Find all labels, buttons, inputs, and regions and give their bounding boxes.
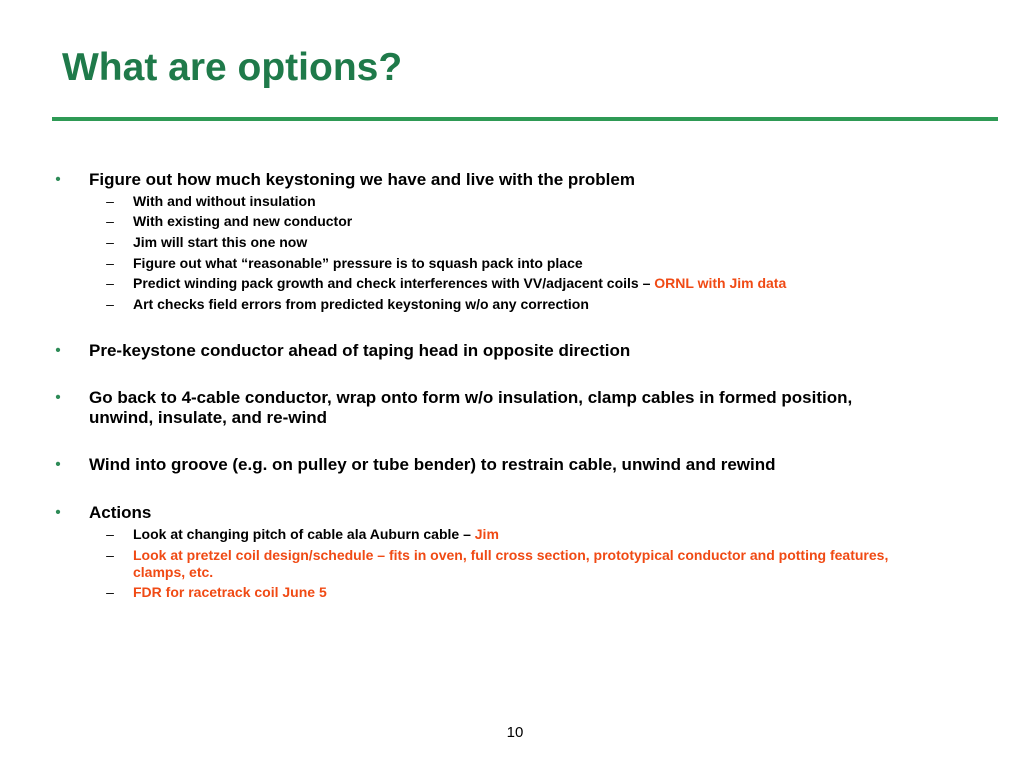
sub-bullet-item <box>106 255 933 272</box>
dash-marker: – <box>106 526 114 542</box>
bullet-text: Wind into groove (e.g. on pulley or tube bender) to restrain cable, unwind and rewind <box>89 455 776 474</box>
dash-marker: – <box>106 547 114 563</box>
bullet-marker: • <box>55 342 61 359</box>
bullet-marker: • <box>55 389 61 406</box>
bullet-text: Actions <box>89 503 152 522</box>
bullet-marker: • <box>55 171 61 188</box>
bullet-text: Pre-keystone conductor ahead of taping head in opposite direction <box>89 341 631 360</box>
sub-bullet-item <box>106 547 923 581</box>
highlight-text: FDR for racetrack coil June 5 <box>133 584 327 600</box>
sub-bullet-text: Figure out what “reasonable” pressure is to squash pack into place <box>133 255 583 271</box>
sub-bullet-item <box>106 275 933 292</box>
highlight-text: Jim <box>474 526 499 542</box>
slide-title: What are options? <box>62 46 403 89</box>
sub-bullet-item <box>106 584 933 601</box>
sub-bullet-item <box>106 234 933 251</box>
bullet-item <box>55 388 919 428</box>
dash-marker: – <box>106 584 114 600</box>
bullet-marker: • <box>55 504 61 521</box>
bullet-item <box>55 341 929 361</box>
sub-bullet-text: With and without insulation <box>133 193 316 209</box>
bullet-text: Figure out how much keystoning we have and live with the problem <box>89 170 635 189</box>
bullet-item <box>55 503 929 523</box>
highlight-text: ORNL with Jim data <box>654 275 787 291</box>
sub-bullet-item <box>106 193 933 210</box>
dash-marker: – <box>106 193 114 209</box>
dash-marker: – <box>106 275 114 291</box>
sub-bullet-text: Predict winding pack growth and check interferences with VV/adjacent coils – <box>133 275 655 291</box>
sub-bullet-text: Look at changing pitch of cable ala Auburn cable – <box>133 526 475 542</box>
highlight-text: Look at pretzel coil design/schedule – fits in oven, full cross section, prototypical conductor and potting features, clamps, etc. <box>133 547 889 580</box>
bullet-item <box>55 170 929 190</box>
bullet-marker: • <box>55 456 61 473</box>
dash-marker: – <box>106 234 114 250</box>
dash-marker: – <box>106 255 114 271</box>
sub-bullet-text: Art checks field errors from predicted keystoning w/o any correction <box>133 296 589 312</box>
page-number: 10 <box>506 724 524 741</box>
dash-marker: – <box>106 296 114 312</box>
sub-bullet-item <box>106 213 933 230</box>
sub-bullet-text: Jim will start this one now <box>133 234 308 250</box>
sub-bullet-item <box>106 296 933 313</box>
sub-bullet-item <box>106 526 933 543</box>
title-divider <box>52 117 998 121</box>
bullet-item <box>55 455 929 475</box>
dash-marker: – <box>106 213 114 229</box>
bullet-text: Go back to 4-cable conductor, wrap onto form w/o insulation, clamp cables in formed position, unwind, insulate, and re-wind <box>89 388 853 427</box>
sub-bullet-text: With existing and new conductor <box>133 213 353 229</box>
